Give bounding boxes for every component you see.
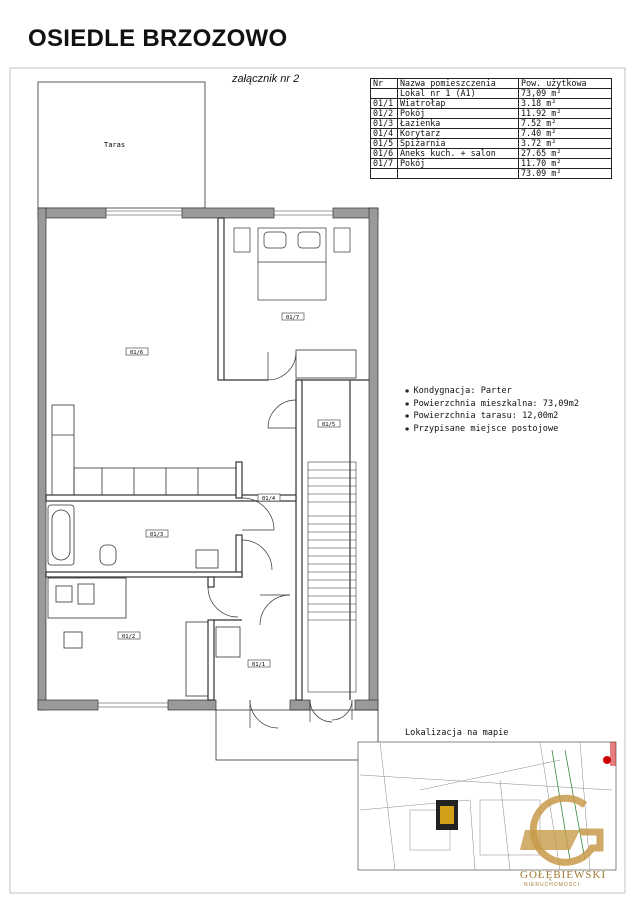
entrance-area bbox=[216, 710, 378, 760]
header-area: Pow. użytkowa bbox=[519, 79, 612, 89]
cell-area: 3.72 m² bbox=[519, 139, 612, 149]
room-label-01-5: 01/5 bbox=[322, 422, 336, 428]
cell-area: 73.09 m² bbox=[519, 169, 612, 179]
room-label-01-6: 01/6 bbox=[130, 350, 144, 356]
logo-subtitle: NIERUCHOMOŚCI bbox=[524, 882, 581, 888]
stairs bbox=[308, 462, 356, 692]
cell-nr: 01/4 bbox=[371, 129, 398, 139]
terrace-label: Taras bbox=[104, 141, 126, 149]
cell-name: Korytarz bbox=[398, 129, 519, 139]
note-item: ✱ Kondygnacja: Parter bbox=[405, 385, 579, 398]
cell-name: Wiatrołap bbox=[398, 99, 519, 109]
room-label-01-3: 01/3 bbox=[150, 532, 164, 538]
cell-area: 11.70 m² bbox=[519, 159, 612, 169]
note-item: ✱ Powierzchnia tarasu: 12,00m2 bbox=[405, 410, 579, 423]
cell-name: Pokój bbox=[398, 159, 519, 169]
cell-area: 7.52 m² bbox=[519, 119, 612, 129]
header-name: Nazwa pomieszczenia bbox=[398, 79, 519, 89]
cell-nr: 01/2 bbox=[371, 109, 398, 119]
cell-area: 27.65 m² bbox=[519, 149, 612, 159]
location-map bbox=[358, 742, 616, 870]
room-label-01-2: 01/2 bbox=[122, 634, 136, 640]
interior-walls bbox=[46, 218, 369, 700]
cell-nr: 01/1 bbox=[371, 99, 398, 109]
cell-area: 11.92 m² bbox=[519, 109, 612, 119]
cell-name: Łazienka bbox=[398, 119, 519, 129]
cell-area: 7.40 m² bbox=[519, 129, 612, 139]
cell-nr: 01/7 bbox=[371, 159, 398, 169]
kitchen-counter bbox=[52, 405, 236, 495]
room-label-01-4: 01/4 bbox=[262, 496, 276, 502]
note-item: ✱ Przypisane miejsce postojowe bbox=[405, 423, 579, 436]
page-title: OSIEDLE BRZOZOWO bbox=[28, 25, 288, 52]
cell-nr: 01/6 bbox=[371, 149, 398, 159]
cell-nr: 01/5 bbox=[371, 139, 398, 149]
cell-nr: 01/3 bbox=[371, 119, 398, 129]
map-caption: Lokalizacja na mapie bbox=[405, 728, 509, 738]
logo-text: GOŁĘBIEWSKI bbox=[520, 869, 607, 881]
cell-name: Spiżarnia bbox=[398, 139, 519, 149]
room-label-01-7: 01/7 bbox=[286, 315, 300, 321]
annex-label: załącznik nr 2 bbox=[232, 73, 300, 85]
note-item: ✱ Powierzchnia mieszkalna: 73,09m2 bbox=[405, 398, 579, 411]
cell-name: Lokal nr 1 (A1) bbox=[398, 89, 519, 99]
bathroom-fixtures bbox=[48, 505, 218, 568]
cell-name: Aneks kuch. + salon bbox=[398, 149, 519, 159]
room-label-01-1: 01/1 bbox=[252, 662, 266, 668]
cell-area: 3.18 m² bbox=[519, 99, 612, 109]
notes-list bbox=[405, 385, 579, 435]
header-nr: Nr bbox=[371, 79, 398, 89]
bed bbox=[234, 228, 350, 300]
cell-area: 73,09 m² bbox=[519, 89, 612, 99]
cell-name: Pokój bbox=[398, 109, 519, 119]
